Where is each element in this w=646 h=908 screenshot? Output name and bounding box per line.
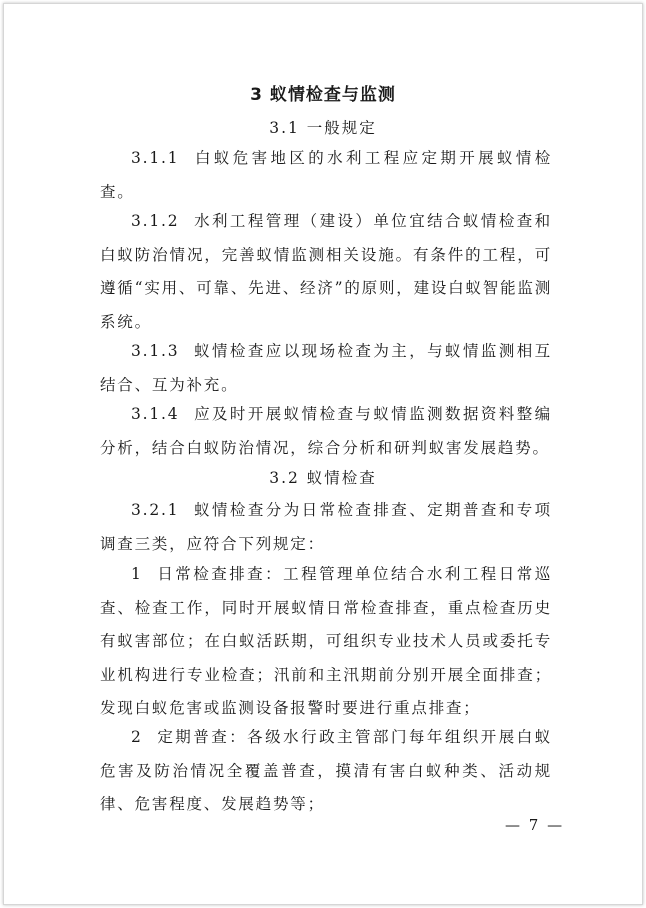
clause-number: 3.1.1 [131,149,180,167]
section-title-3-2: 3.2 蚁情检查 [269,469,377,487]
list-item-number: 1 [131,565,143,583]
chapter-title: 3 蚁情检查与监测 [250,85,396,105]
list-item-number: 2 [131,728,143,746]
clause-text: 水利工程管理（建设）单位宜结合蚁情检查和白蚁防治情况，完善蚁情监测相关设施。有条件的工程，可遵循“实用、可靠、先进、经济”的原则，建设白蚁智能监测系统。 [100,212,552,331]
clause-3-1-3 [100,335,552,402]
clause-number: 3.2.1 [131,501,180,519]
clause-text: 蚁情检查分为日常检查排查、定期普查和专项调查三类，应符合下列规定： [100,501,552,553]
clause-text: 白蚁危害地区的水利工程应定期开展蚁情检查。 [100,149,552,201]
clause-3-1-4 [100,398,552,465]
clause-number: 3.1.4 [131,405,180,423]
clause-3-1-1 [100,142,552,209]
list-item-text: 定期普查：各级水行政主管部门每年组织开展白蚁危害及防治情况全覆盖普查，摸清有害白蚁种类、活动规律、危害程度、发展趋势等； [100,728,552,813]
clause-text: 蚁情检查应以现场检查为主，与蚁情监测相互结合、互为补充。 [100,342,552,394]
clause-number: 3.1.2 [131,212,180,230]
page-number: — 7 — [505,816,565,834]
clause-3-1-2 [100,205,552,339]
list-item-2 [100,721,552,822]
clause-text: 应及时开展蚁情检查与蚁情监测数据资料整编分析，结合白蚁防治情况，综合分析和研判蚁害发展趋势。 [100,405,552,457]
clause-3-2-1 [100,494,552,561]
clause-number: 3.1.3 [131,342,180,360]
list-item-1 [100,558,552,726]
list-item-text: 日常检查排查：工程管理单位结合水利工程日常巡查、检查工作，同时开展蚁情日常检查排查，重点检查历史有蚁害部位；在白蚁活跃期，可组织专业技术人员或委托专业机构进行专业检查；汛前和主汛期前分别开展全面排查；发现白蚁危害或监测设备报警时要进行重点排查； [100,565,552,717]
section-title-3-1: 3.1 一般规定 [269,119,377,137]
